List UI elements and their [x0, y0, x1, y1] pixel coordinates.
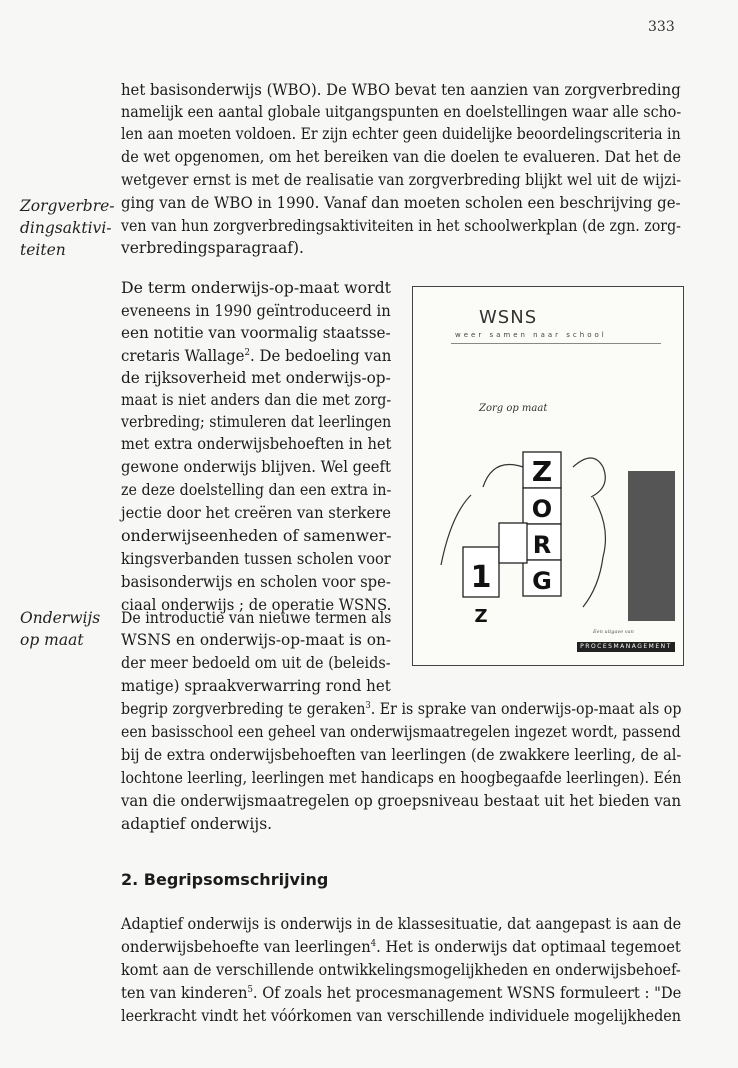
- cover-letter: Z: [474, 606, 488, 627]
- cover-publisher-note: Een uitgave van: [593, 629, 634, 635]
- text-line: leerkracht vindt het vóórkomen van verschillende individuele mogelijkheden: [121, 1007, 682, 1025]
- text-line: basisonderwijs en scholen voor spe-: [121, 573, 391, 591]
- text-span: cretaris Wallage: [121, 347, 245, 365]
- text-line: komt aan de verschillende ontwikkelingsmogelijkheden en onderwijsbehoef-: [121, 961, 681, 979]
- text-span: begrip zorgverbreding te geraken: [121, 700, 366, 718]
- text-span: . De bedoeling van: [250, 347, 392, 365]
- text-line: onderwijseenheden of samenwer-: [121, 527, 392, 545]
- cover-title: Zorg op maat: [479, 403, 548, 414]
- text-span: . Of zoals het procesmanagement WSNS formuleert : "De: [252, 984, 682, 1002]
- text-line: de rijksoverheid met onderwijs-op-: [121, 369, 391, 387]
- cover-illustration: [423, 427, 675, 627]
- text-line: ciaal onderwijs ; de operatie WSNS.: [121, 596, 392, 614]
- margin-note-line: teiten: [20, 241, 66, 259]
- text-line: verbreding; stimuleren dat leerlingen: [121, 413, 392, 431]
- cover-divider: [451, 343, 661, 344]
- text-line: het basisonderwijs (WBO). De WBO bevat ten aanzien van zorgverbreding: [121, 81, 681, 99]
- text-line: bij de extra onderwijsbehoeften van leerlingen (de zwakkere leerling, de al-: [121, 746, 682, 764]
- cover-letter: G: [532, 567, 552, 595]
- text-line: eveneens in 1990 geïntroduceerd in: [121, 302, 391, 320]
- cover-brand: WSNS: [479, 307, 538, 328]
- cover-band: PROCESMANAGEMENT: [577, 642, 675, 652]
- text-line: [121, 345, 391, 367]
- text-line: namelijk een aantal globale uitgangspunten en doelstellingen waar alle scho-: [121, 103, 682, 121]
- footnote-ref[interactable]: 4: [370, 938, 377, 949]
- cover-tagline: weer samen naar school: [455, 331, 607, 339]
- text-span: ten van kinderen: [121, 984, 248, 1002]
- text-line: De introductie van nieuwe termen als: [121, 609, 392, 627]
- text-line: der meer bedoeld om uit de (beleids-: [121, 654, 391, 672]
- cover-letter: O: [531, 495, 553, 523]
- text-line: wetgever ernst is met de realisatie van zorgverbreding blijkt wel uit de wijzi-: [121, 171, 682, 189]
- text-line: len aan moeten voldoen. Er zijn echter geen duidelijke beoordelingscriteria in: [121, 125, 681, 143]
- text-line: jectie door het creëren van sterkere: [121, 504, 391, 522]
- text-line: een basisschool een geheel van onderwijsmaatregelen ingezet wordt, passend: [121, 723, 681, 741]
- text-line: met extra onderwijsbehoeften in het: [121, 435, 392, 453]
- margin-note-line: dingsaktivi-: [20, 219, 112, 237]
- dark-panel: [628, 471, 675, 621]
- margin-note-line: Zorgverbre-: [20, 197, 115, 215]
- cover-letter: 1: [470, 560, 492, 595]
- text-line: gewone onderwijs blijven. Wel geeft: [121, 458, 391, 476]
- text-line: ze deze doelstelling dan een extra in-: [121, 481, 392, 499]
- margin-note-onderwijs-op-maat: [20, 607, 112, 651]
- text-span: . Er is sprake van onderwijs-op-maat als op: [370, 700, 682, 718]
- text-line: een notitie van voormalig staatsse-: [121, 324, 391, 342]
- text-line: De term onderwijs-op-maat wordt: [121, 279, 391, 297]
- cover-letter: Z: [531, 455, 553, 488]
- text-line: ven van hun zorgverbredingsaktiviteiten in het schoolwerkplan (de zgn. zorg-: [121, 217, 681, 235]
- text-line: [121, 982, 681, 1004]
- section-heading: 2. Begripsomschrijving: [121, 870, 329, 889]
- text-line: Adaptief onderwijs is onderwijs in de klassesituatie, dat aangepast is aan de: [121, 915, 682, 933]
- text-line: lochtone leerling, leerlingen met handicaps en hoogbegaafde leerlingen). Eén: [121, 769, 682, 787]
- text-line: van die onderwijsmaatregelen op groepsniveau bestaat uit het bieden van: [121, 792, 682, 810]
- text-line: maat is niet anders dan die met zorg-: [121, 391, 392, 409]
- text-line: adaptief onderwijs.: [121, 815, 273, 833]
- text-line: [121, 936, 681, 958]
- footnote-ref[interactable]: 5: [247, 984, 253, 995]
- margin-note-line: Onderwijs: [20, 609, 101, 627]
- text-line: kingsverbanden tussen scholen voor: [121, 550, 391, 568]
- text-line: de wet opgenomen, om het bereiken van die doelen te evalueren. Dat het de: [121, 148, 681, 166]
- text-line: ging van de WBO in 1990. Vanaf dan moeten scholen een beschrijving ge-: [121, 194, 681, 212]
- cover-letter: R: [532, 531, 552, 559]
- footnote-ref[interactable]: 3: [365, 700, 371, 711]
- text-line: [121, 698, 681, 720]
- footnote-ref[interactable]: 2: [244, 347, 251, 358]
- text-line: verbredingsparagraaf).: [121, 239, 304, 257]
- text-line: matige) spraakverwarring rond het: [121, 677, 391, 695]
- margin-note-zorgverbreding: [20, 195, 115, 261]
- page-number: 333: [648, 19, 675, 35]
- margin-note-line: op maat: [20, 631, 84, 649]
- text-line: WSNS en onderwijs-op-maat is on-: [121, 631, 391, 649]
- text-span: . Het is onderwijs dat optimaal tegemoet: [376, 938, 681, 956]
- text-span: onderwijsbehoefte van leerlingen: [121, 938, 371, 956]
- book-cover-image: [412, 286, 684, 666]
